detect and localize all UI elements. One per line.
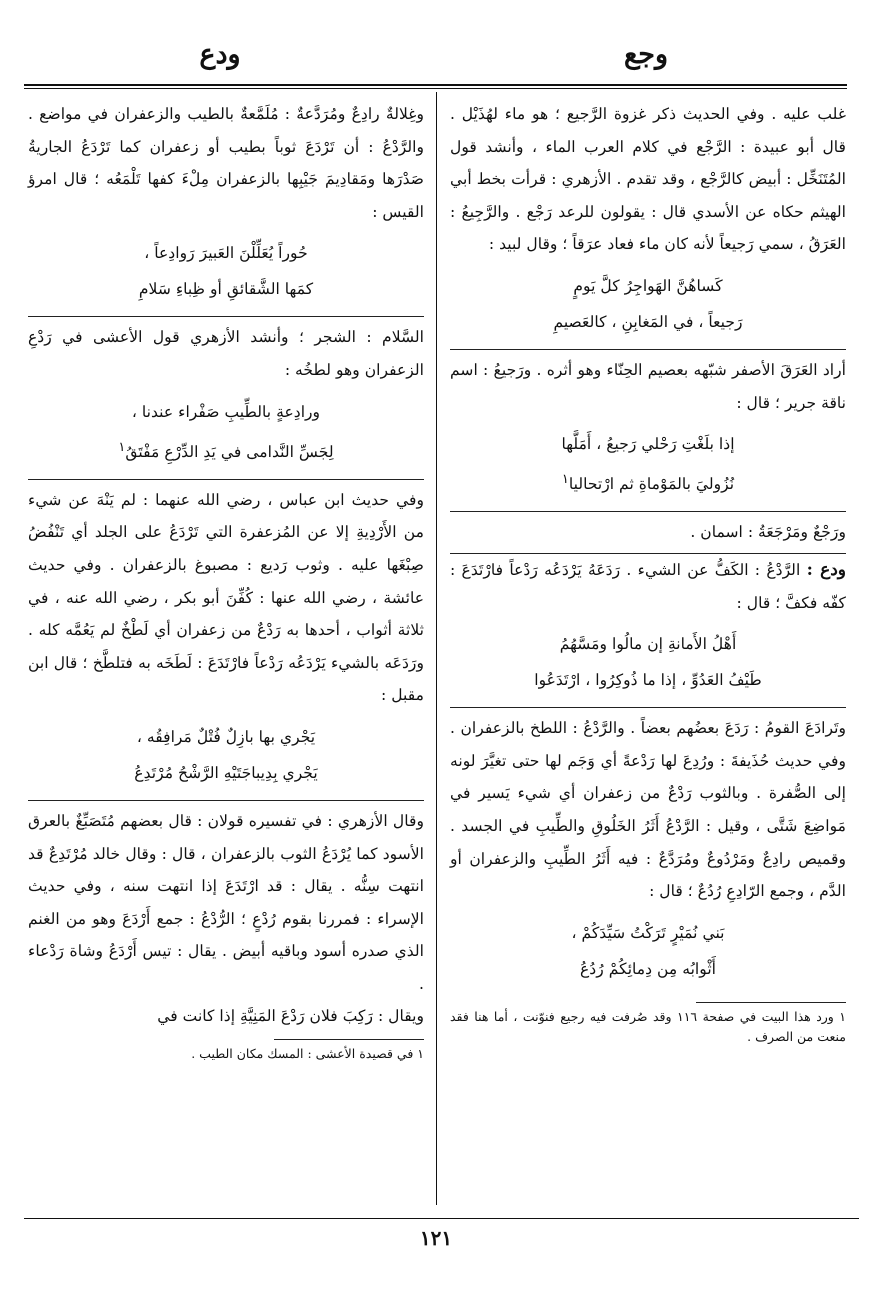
right-verse-4 <box>450 908 846 996</box>
verse-line: طَيْفُ العَدُوِّ ، إذا ما ذُوكِرُوا ، ارْتَدَعُوا <box>534 671 762 690</box>
verse-line: أَثْوابُه مِن دِمائِكُمْ رُدُعُ <box>579 959 716 978</box>
verse-line: رَجيعاً ، في المَغابِنِ ، كالعَصيمِ <box>553 312 743 331</box>
left-verse-2 <box>28 387 424 480</box>
verse-line: ورادِعةٍ بالطِّيبِ صَفْراء عندنا ، <box>131 402 321 421</box>
left-verse-3 <box>28 712 424 801</box>
header-left-title: ودع <box>199 39 241 70</box>
right-paragraph-4 <box>450 554 846 619</box>
footnote-marker: ١ <box>118 439 126 455</box>
right-verse-2 <box>450 419 846 512</box>
verse-line: حُوراً يُعَلِّلْنَ العَبيرَ رَوادِعاً ، <box>144 244 308 263</box>
footnote-marker: ١ <box>561 472 569 488</box>
verse-text: نُزُوليَ بالمَوْماةِ ثم ارْتحاليا <box>568 475 735 494</box>
verse-line <box>28 431 424 469</box>
left-paragraph-5: ويقال : رَكِبَ فلان رَدْعَ المَنِيَّةِ إذا كانت في <box>157 1007 424 1026</box>
right-paragraph-2: أراد العَرَقَ الأصفر شبّهه بعصيم الحِنّاء وهو أثره . ورَجيعُ : اسم ناقة جرير ؛ قال : <box>450 360 846 412</box>
footnote-rule <box>274 1039 424 1040</box>
verse-line: أَهْلُ الأَمانةِ إن مالُوا ومَسَّهُمُ <box>559 635 737 654</box>
right-verse-3 <box>450 619 846 708</box>
verse-line: إذا بلَغْتِ رَحْلي رَجيعُ ، أَمَلَّها <box>561 435 735 454</box>
left-paragraph-2: السَّلام : الشجر ؛ وأنشد الأزهري قول الأعشى في رَدْعِ الزعفران وهو لطخُه : <box>28 328 424 379</box>
entry-headword: ودع : <box>806 559 846 580</box>
page-number: ١٢١ <box>419 1226 453 1250</box>
left-footnote: ١ في قصيدة الأعشى : المسك مكان الطيب . <box>191 1046 424 1062</box>
header-right-title: وجع <box>623 39 669 70</box>
right-paragraph-3: ورَجْعٌ ومَرْجَعَةُ : اسمان . <box>450 516 846 554</box>
verse-text: لِجَسِّ النَّدامى في يَدِ الدِّرْعِ مَفْتَقُ <box>125 442 334 461</box>
left-column <box>28 98 424 1064</box>
verse-line: بَني نُمَيْرٍ تَرَكْتُ سَيِّدَكُمْ ، <box>571 923 725 942</box>
left-paragraph-1: وغِلالةٌ رادِعٌ ومُرَدَّعةٌ : مُلَمَّعةٌ بالطيب والزعفران في مواضع . والرَّدْعُ : أن تَرْدَعَ ثوباً بطيب أو زعفران كما تَرْدَعُ الجاريةُ صَدْرَها ومَقادِيمَ جَيْبِها بالزعفران مِلْءَ كفها تَلْمَعُه ؛ قال امرؤ القيس : <box>28 105 424 221</box>
footer-rule <box>24 1218 859 1219</box>
header-rule-thin <box>24 88 847 89</box>
verse-line: يَجْري بها بازِلٌ فُتْلٌ مَرافِقُه ، <box>136 727 316 746</box>
right-paragraph-5: وتَرادَعَ القومُ : رَدَعَ بعضُهم بعضاً . والرَّدْعُ : اللطخ بالزعفران . وفي حديث حُذَيفةَ : ورُدِعَ لها رَدْعةً أي وَجَم لها حتى تغيَّرَ لونه إلى الصُّفرة . وبالثوب رَدْعٌ من زعفران أي شيء يَسير في مَواضِعَ شَتَّى ، وقيل : الرَّدْعُ أَثَرُ الخَلُوقِ والطِّيبِ في الجسد . وقميص رادِعٌ ومَرْدُوعٌ ومُرَدَّعٌ : فيه أَثَرُ الطِّيبِ والزعفران أو الدَّم ، وجمع الرّادِعِ رُدُعٌ ؛ قال : <box>450 719 846 901</box>
verse-line: كمَها الشَّقائقِ أو ظِباءِ سَلامِ <box>138 280 314 299</box>
right-verse-1 <box>450 261 846 350</box>
entry-text: الرَّدْعُ : الكَفُّ عن الشيء . رَدَعَهُ يَرْدَعُه رَدْعاً فارْتَدَعَ : كفّه فكفَّ ؛ قال : <box>450 560 846 612</box>
header-rule <box>24 84 847 86</box>
left-verse-1 <box>28 228 424 317</box>
column-divider <box>436 92 437 1205</box>
left-paragraph-4: وقال الأزهري : في تفسيره قولان : قال بعضهم مُتَصَبِّغٌ بالعرق الأسود كما يُرْدَعُ الثوب بالزعفران ، قال : وقال خالد مُرْتَدِعٌ قد انتهت سِنُّه . يقال : قد ارْتَدَعَ إذا انتهت سنه ، وفي حديث الإسراء : فمررنا بقوم رُدْعٍ ؛ الرُّدْعُ : جمع أَرْدَعَ وهو من الغنم الذي صدره أسود وباقيه أبيض . يقال : تيس أَرْدَعُ وشاة رَدْعاء . <box>28 811 424 993</box>
verse-line: يَجْري بِدِيباجَتَيْهِ الرَّشْحُ مُرْتَدِعُ <box>134 763 318 782</box>
right-footnote: ١ ورد هذا البيت في صفحة ١١٦ وقد صُرفت فيه رجيع فنوّنت ، أما هنا فقد منعت من الصرف . <box>450 1008 846 1044</box>
right-column <box>450 98 846 1047</box>
right-paragraph-1: غلب عليه . وفي الحديث ذكر غزوة الرَّجيع ؛ هو ماء لهُذَيْل . قال أبو عبيدة : الرَّجْع في كلام العرب الماء ، وأنشد قول المُتَنَخِّل : أبيض كالرَّجْع ، وقد تقدم . الأزهري : قرأت بخط أبي الهيثم حكاه عن الأسدي قال : يقولون للرعد رَجْع . والرَّجِيعُ : العَرَقُ ، سمي رَجيعاً لأنه كان ماء فعاد عرَقاً ؛ وقال لبيد : <box>450 105 846 254</box>
verse-line <box>450 463 846 501</box>
verse-line: كَساهُنَّ الهَواجِرُ كلَّ يَومٍ <box>573 276 723 295</box>
left-paragraph-3: وفي حديث ابن عباس ، رضي الله عنهما : لم يَنْهَ عن شيء من الأَرْدِيةِ إلا عن المُزعفرة التي تَرْدَعُ على الجلد أي تَنْفُضُ صِبْغَها عليه . وثوب رَديع : مصبوغ بالزعفران . وفي حديث عائشة ، رضي الله عنها : كُفِّنَ أبو بكر ، رضي الله عنه ، في ثلاثة أثواب ، أحدها به رَدْعٌ من زعفران أي لَطْخٌ لم يَعُمَّه كله . ورَدَعَه بالشيء يَرْدَعُه رَدْعاً فارْتَدَعَ : لَطَخَه به فتلطَّخ ؛ قال ابن مقبل : <box>28 490 424 705</box>
footnote-rule <box>696 1002 846 1003</box>
